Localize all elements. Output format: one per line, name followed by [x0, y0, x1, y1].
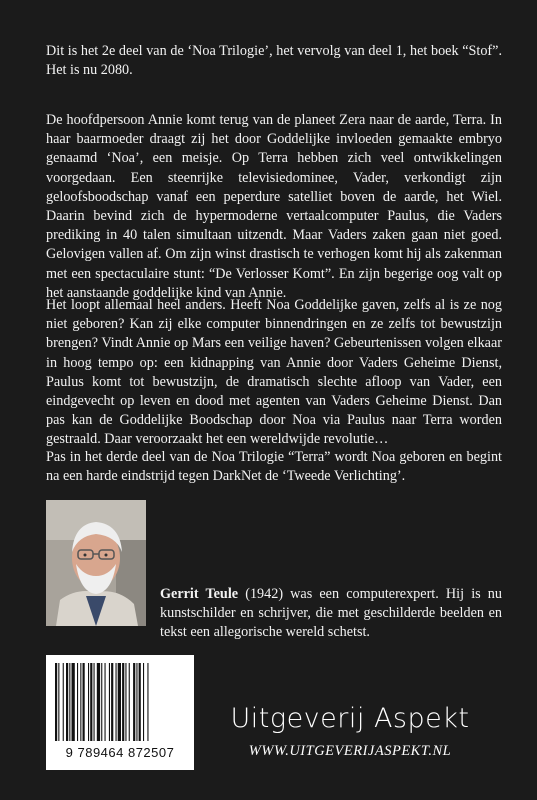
barcode: [46, 655, 194, 770]
barcode-bar: [111, 663, 113, 741]
barcode-bar: [69, 663, 70, 741]
author-photo: [46, 500, 146, 626]
publisher-logo: Uitgeverij Aspekt: [230, 703, 470, 734]
barcode-bar: [122, 663, 124, 741]
plot-paragraph: Het loopt allemaal heel anders. Heeft Noa Goddelijke gaven, zelfs al is ze nog niet geboren? Kan zij elke computer binnendringen en ze zelfs tot bewustzijn brengen? Vindt Annie op Mars een veilige haven? Gebeurtenissen volgen elkaar in hoog tempo op: een kidnapping van Annie door Vaders Geheime Dienst, Paulus komt tot bewustzijn, de dramatisch slechte afloop van Vader, een eindgevecht op leven en dood met agenten van Vaders Geheime Dienst. Dan pas kan de Goddelijke Boodschap door Noa via Paulus naar Terra worden gestraald. Daar veroorzaakt het een wereldwijde revolutie…: [46, 297, 502, 448]
barcode-bar: [136, 663, 137, 741]
barcode-bar: [125, 663, 126, 741]
author-name: Gerrit Teule: [160, 586, 239, 602]
barcode-bar: [63, 663, 64, 741]
barcode-bar: [116, 663, 117, 741]
barcode-bar: [105, 663, 106, 741]
barcode-bar: [109, 663, 110, 741]
publisher-url: WWW.UITGEVERIJASPEKT.NL: [248, 743, 452, 759]
barcode-bar: [143, 663, 144, 741]
barcode-bar: [97, 663, 100, 741]
barcode-bar: [80, 663, 81, 741]
isbn-number: 9 789464 872507: [65, 745, 175, 760]
trilogy-paragraph: Pas in het derde deel van de Noa Trilogie “Terra” wordt Noa geboren en begint na een harde eindstrijd tegen DarkNet de ‘Tweede Verlichting’.: [46, 449, 502, 485]
barcode-bar: [55, 663, 57, 741]
barcode-bar: [72, 663, 75, 741]
barcode-bar: [58, 663, 59, 741]
intro-paragraph: Dit is het 2e deel van de ‘Noa Trilogie’, het vervolg van deel 1, het boek “Stof”. Het is nu 2080.: [46, 43, 502, 79]
barcode-bar: [133, 663, 135, 741]
barcode-bar: [90, 663, 92, 741]
barcode-bar: [94, 663, 95, 741]
barcode-bar: [77, 663, 78, 741]
barcode-bar: [66, 663, 68, 741]
barcode-bar: [88, 663, 89, 741]
barcode-bar: [83, 663, 85, 741]
barcode-bar: [118, 663, 121, 741]
author-bio-text: (1942) was een computerexpert. Hij is nu kunstschilder en schrijver, die met geschilderde beelden en tekst een allegorische wereld schetst.: [160, 586, 502, 641]
author-bio: [160, 585, 502, 643]
synopsis-paragraph: De hoofdpersoon Annie komt terug van de planeet Zera naar de aarde, Terra. In haar baarmoeder draagt zij het door Goddelijke invloeden gemaakte embryo genaamd ‘Noa’, een meisje. Op Terra hebben zich veel ontwikkelingen voorgedaan. Een steenrijke televisiedominee, Vader, verkondigt zijn geloofsboodschap vanaf een peperdure satelliet boven de aarde, het Wiel. Daarin bevind zich de hypermoderne vertaalcomputer Paulus, die Vaders prediking in 40 talen simultaan uitzendt. Maar Vaders zaken gaan niet goed. Gelovigen vallen af. Om zijn winst drastisch te verhogen komt hij als zakenman met een spectaculaire stunt: “De Verlosser Komt”. En zijn begerige oog valt op het aanstaande goddelijke kind van Annie.: [46, 112, 502, 301]
barcode-bar: [129, 663, 130, 741]
barcode-bar: [139, 663, 141, 741]
barcode-bar: [147, 663, 148, 741]
barcode-bars: [53, 663, 187, 743]
barcode-bar: [101, 663, 102, 741]
